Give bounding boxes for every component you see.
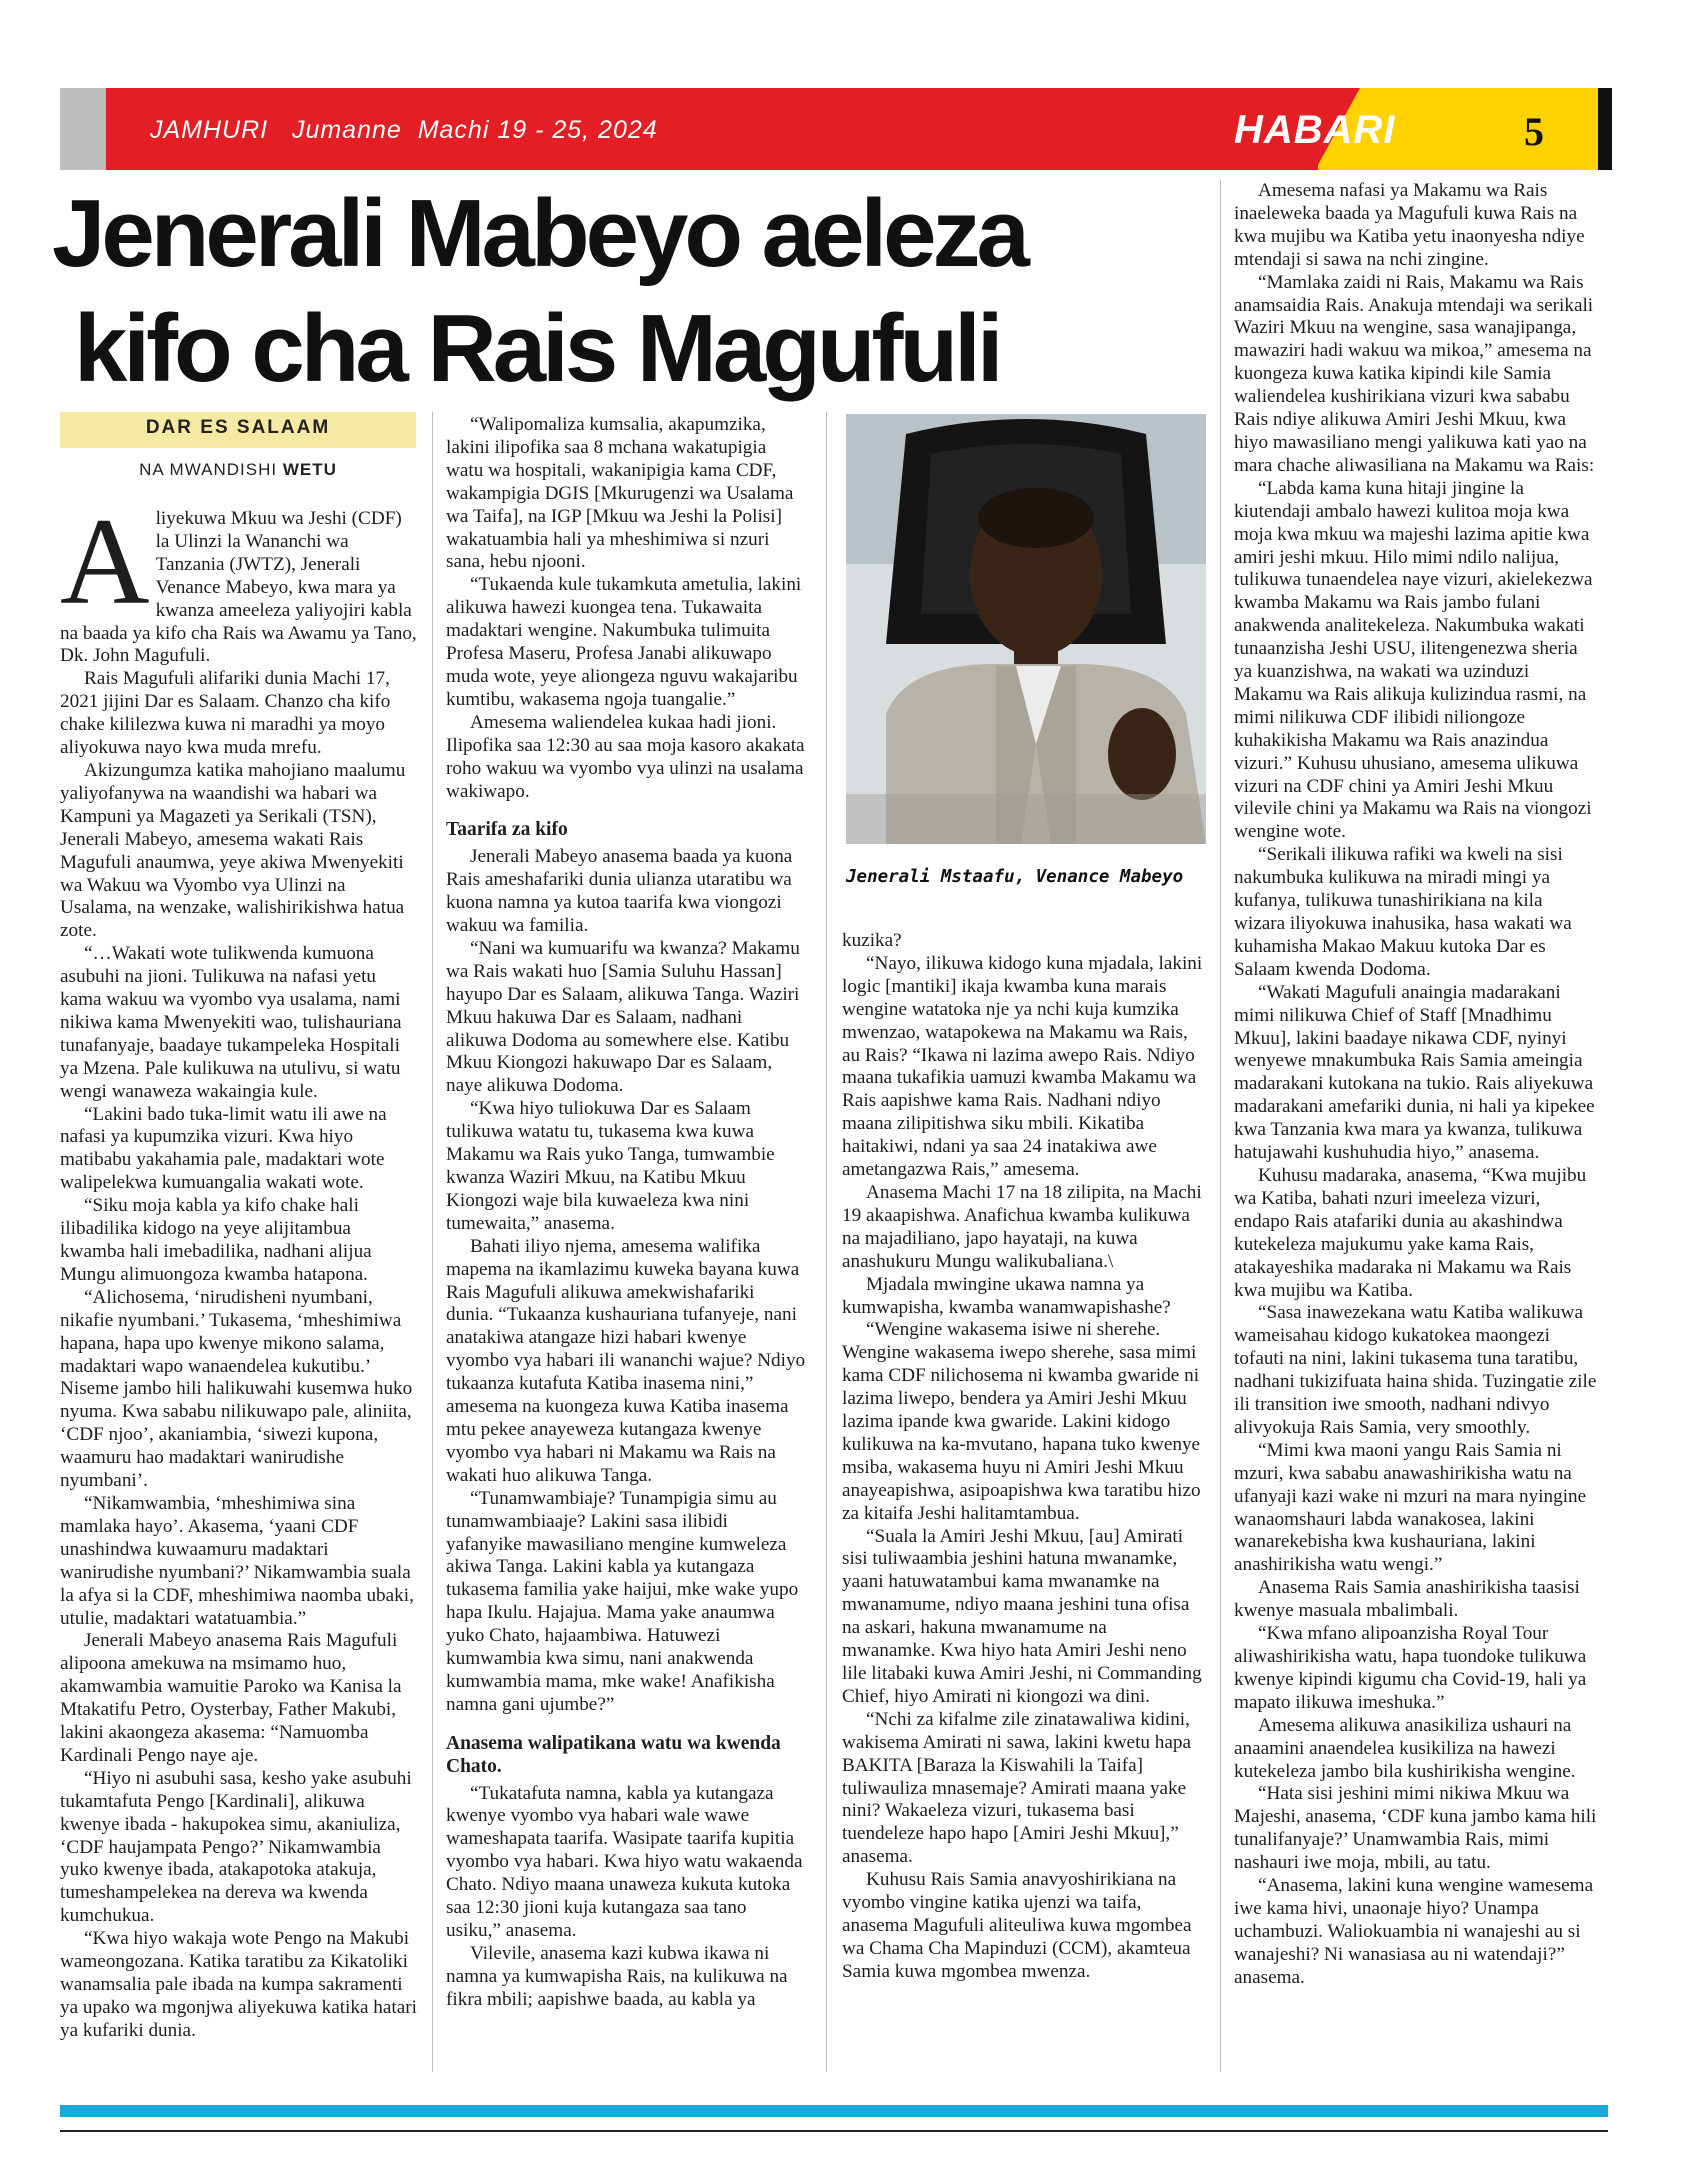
photo-caption: Jenerali Mstaafu, Venance Mabeyo bbox=[846, 867, 1184, 887]
paragraph: Anasema Machi 17 na 18 zilipita, na Machi 19 akaapishwa. Anafichua kwamba kulikuwa na majadiliano, japo hayataji, na kuwa anashukuru Mungu walikubaliana.\ bbox=[842, 1181, 1202, 1272]
paragraph: Amesema waliendelea kukaa hadi jioni. Ilipofika saa 12:30 au saa moja kasoro akakata roho wakuu wa vyombo vya ulinzi na usalama wakiwapo. bbox=[446, 711, 805, 802]
paragraph: Vilevile, anasema kazi kubwa ikawa ni namna ya kumwapisha Rais, na kulikuwa na fikra mbili; aapishwe baada, au kabla ya bbox=[446, 1942, 788, 2010]
paragraph: “Wengine wakasema isiwe ni sherehe. Wengine wakasema iwepo sherehe, sasa mimi kama CDF nilichosema ni kwamba gwaride ni lazima liwepo, bendera ya Amiri Jeshi Mkuu lazima ipande kwa gwaride. Lakini kidogo kulikuwa na ka-mvutano, hapana tuko kwenye msiba, wakasema huyu ni Amiri Jeshi Mkuu anayeapishwa, asipoapishwa kwa taratibu hizo za kitaifa Jeshi halitamtambua. bbox=[842, 1319, 1201, 1524]
portrait-illustration bbox=[846, 414, 1206, 844]
paragraph: “Hata sisi jeshini mimi nikiwa Mkuu wa Majeshi, anasema, ‘CDF kuna jambo kama hili tunalifanyaje?’ Unamwambia Rais, mimi nashauri iwe moja, mbili, au tatu. bbox=[1234, 1783, 1597, 1874]
paragraph: Akizungumza katika mahojiano maalumu yaliyofanywa na waandishi wa habari wa Kampuni ya Magazeti ya Serikali (TSN), Jenerali Mabeyo, amesema wakati Rais Magufuli anaumwa, yeye akiwa Mwenyekiti wa Wakuu wa Vyombo vya Ulinzi na Usalama, na wenzake, walishirikishwa hatua zote. bbox=[60, 759, 406, 942]
paragraph: “Suala la Amiri Jeshi Mkuu, [au] Amirati sisi tuliwaambia jeshini hatuna mwanamke, yaani hatuwatambui kama mwanamke na mwanamume, ndiyo maana jeshini tuna ofisa na askari, hakuna mwanamume na mwanamke. Kwa hiyo hata Amiri Jeshi neno lile litabaki kuwa Amiri Jeshi, ni Commanding Chief, hiyo Amirati ni kiongozi wa dini. bbox=[842, 1525, 1202, 1707]
subheading: Taarifa za kifo bbox=[446, 819, 568, 841]
paragraph: “Hiyo ni asubuhi sasa, kesho yake asubuhi tukamtafuta Pengo [Kardinali], alikuwa kwenye ibada - hakupokea simu, akaniuliza, ‘CDF haujampata Pengo?’ Nikamwambia yuko kwenye ibada, atakapotoka atakuja, tumeshampelekea na dereva wa kwenda kumchukua. bbox=[60, 1767, 412, 1927]
paragraph: “Nayo, ilikuwa kidogo kuna mjadala, lakini logic [mantiki] ikaja kwamba kuna marais wengine watatoka nje ya nchi kuja kumzika mwenzao, watapokewa na Makamu wa Rais, au Rais? “Ikawa ni lazima awepo Rais. Ndiyo maana tukafikia uamuzi kwamba Makamu wa Rais aapishwe kama Rais. Nadhani ndiyo maana zilipitishwa siku mbili. Kikatiba haitakiwi, ndani ya saa 24 inatakiwa awe ametangazwa Rais,” amesema. bbox=[842, 952, 1203, 1181]
article-column-2 bbox=[446, 414, 806, 2012]
paragraph: “Tunamwambiaje? Tunampigia simu au tunamwambiaaje? Lakini sasa ilibidi yafanyike mawasiliano mengine kumweleza akiwa Tanga. Lakini kabla ya kutangaza tukasema familia yake haijui, mke wake yupo hapa Ikulu. Hajajua. Mama yake anaumwa yuko Chato, hajaambiwa. Hatuwezi kumwambia kwa simu, nani anakwenda kumwambia mama, mke wake! Anafikisha namna gani ujumbe?” bbox=[446, 1487, 799, 1715]
paragraph: Kuhusu Rais Samia anavyoshirikiana na vyombo vingine katika ujenzi wa taifa, anasema Magufuli aliteuliwa kuwa mgombea wa Chama Cha Mapinduzi (CCM), akamteua Samia kuwa mgombea mwenza. bbox=[842, 1869, 1192, 1982]
issue-date: Jumanne Machi 19 - 25, 2024 bbox=[291, 116, 658, 144]
portrait-photo bbox=[846, 414, 1206, 844]
header-gray-block bbox=[60, 88, 106, 170]
paragraph: Rais Magufuli alifariki dunia Machi 17, 2021 jijini Dar es Salaam. Chanzo cha kifo chake kililezwa kuwa ni maradhi ya moyo aliyokuwa nayo kwa muda mrefu. bbox=[60, 668, 391, 759]
paragraph: Jenerali Mabeyo anasema baada ya kuona Rais ameshafariki dunia ulianza utaratibu wa kuona namna ya kutoa taarifa kwa viongozi wakuu wa familia. bbox=[446, 846, 793, 937]
subheading: Anasema walipatikana watu wa kwenda Chato. bbox=[446, 1732, 781, 1777]
paragraph: “Mamlaka zaidi ni Rais, Makamu wa Rais anamsaidia Rais. Anakuja mtendaji wa serikali Waziri Mkuu na wengine, sasa wanajipanga, mawaziri hadi wakuu wa mikoa,” amesema na kuongeza kuwa katika kipindi kile Samia waliendelea kushirikiana vizuri kwa sababu Rais ndiye alikuwa Amiri Jeshi Mkuu, kwa hiyo mawasiliano mengi yalikuwa kati yao na mara chache aliwasiliana na Makamu wa Rais: bbox=[1234, 271, 1595, 476]
paragraph: “Nikamwambia, ‘mheshimiwa sina mamlaka hayo’. Akasema, ‘yaani CDF unashindwa kuwaamuru madaktari wanirudishe nyumbani?’ Nikamwambia suala la afya si la CDF, mheshimiwa naomba ubaki, utulie, madaktari watatuambia.” bbox=[60, 1492, 414, 1629]
page-number: 5 bbox=[1524, 109, 1544, 154]
section-label: HABARI bbox=[1234, 108, 1396, 152]
paragraph: “Labda kama kuna hitaji jingine la kiutendaji ambalo hawezi kulitoa moja kwa moja kwa mkuu wa majeshi lazima apitie kwa amiri jeshi mkuu. Hilo mimi ndilo nalijua, tulikuwa tunaendelea naye vizuri, akielekezwa kwamba Makamu wa Rais jambo fulani anakwenda analitekeleza. Nakumbuka wakati tunaanzisha Jeshi USU, ilitengenezwa sheria ya kuanzishwa, na wakati wa uzinduzi Makamu wa Rais alikuja kulizindua rasmi, na mimi nilikuwa CDF ilibidi niliongoze kuhakikisha Makamu wa Rais anazindua vizuri.” Kuhusu uhusiano, amesema ulikuwa vizuri na CDF chini ya Amiri Jeshi Mkuu vilevile chini ya Makamu wa Rais na viongozi wengine wote. bbox=[1234, 477, 1593, 843]
paragraph: kuzika? bbox=[842, 930, 902, 951]
headline-line-1: Jenerali Mabeyo aeleza bbox=[52, 180, 1026, 287]
paragraph: Jenerali Mabeyo anasema Rais Magufuli alipoona amekuwa na msimamo huo, akamwambia wamuitie Paroko wa Kanisa la Mtakatifu Petro, Oysterbay, Father Makubi, lakini akaongeza akasema: “Namuomba Kardinali Pengo naye aje. bbox=[60, 1630, 402, 1766]
paragraph: “Siku moja kabla ya kifo chake hali ilibadilika kidogo na yeye alijitambua kwamba hali imebadilika, nadhani alijua Mungu alimuongoza kwamba hatapona. bbox=[60, 1195, 372, 1285]
footer-rule bbox=[60, 2130, 1608, 2132]
paragraph: “Lakini bado tuka-limit watu ili awe na nafasi ya kupumzika vizuri. Kwa hiyo matibabu yakahamia pale, madaktari wote walipelekwa kumuangalia wakati wote. bbox=[60, 1103, 387, 1194]
article-column-4 bbox=[1234, 180, 1598, 1990]
paragraph: “Tukaenda kule tukamkuta ametulia, lakini alikuwa hawezi kuongea tena. Tukawaita madaktari wengine. Nakumbuka tulimuita Profesa Maseru, Profesa Janabi alikuwapo muda wote, yeye aliongeza nguvu wakajaribu kumtibu, wakasema ngoja tuangalie.” bbox=[446, 574, 802, 710]
paragraph: “Wakati Magufuli anaingia madarakani mimi nilikuwa Chief of Staff [Mnadhimu Mkuu], lakini baadaye nikawa CDF, nyinyi wenyewe mnakumbuka Rais Samia ameingia madarakani kutokana na tukio. Rais aliyekuwa madarakani amefariki dunia, ni hali ya kipekee kwa Tanzania kwa mara ya kwanza, tulikuwa hatujawahi kushuhudia hiyo,” anasema. bbox=[1234, 981, 1595, 1164]
footer-blue-bar bbox=[60, 2105, 1608, 2117]
paragraph: “…Wakati wote tulikwenda kumuona asubuhi na jioni. Tulikuwa na nafasi yetu kama wakuu wa vyombo vya usalama, nami nikiwa kama Mwenyekiti wao, tulishauriana tunafanyaje, baadaye tukampeleka Hospitali ya Mzena. Pale kulikuwa na utulivu, si watu wengi wanaweza wakaingia kule. bbox=[60, 943, 402, 1102]
publication-info bbox=[150, 116, 658, 145]
header-black-edge bbox=[1598, 88, 1612, 170]
article-column-1 bbox=[60, 493, 420, 2043]
paragraph: “Serikali ilikuwa rafiki wa kweli na sisi nakumbuka kulikuwa na miradi mingi ya kufanya, tulikuwa tunashirikiana na kila wizara iliyokuwa inahusika, hasa wakati wa kuhamisha Makao Makuu kutoka Dar es Salaam kwenda Dodoma. bbox=[1234, 844, 1572, 980]
paragraph: Amesema alikuwa anasikiliza ushauri na anaamini anaendelea kusikiliza na hawezi kutekeleza jambo bila kushirikisha wengine. bbox=[1234, 1714, 1576, 1782]
dateline: DAR ES SALAAM bbox=[145, 417, 331, 438]
byline-prefix: NA MWANDISHI bbox=[139, 460, 278, 479]
headline bbox=[52, 176, 1242, 406]
paragraph: “Sasa inawezekana watu Katiba walikuwa wameisahau kidogo kukatokea maongezi tofauti na nini, lakini tukasema tuna taratibu, nadhani tukizifuata haina shida. Tuzingatie zile ili transition iwe smooth, nadhani ndivyo alivyokuja Rais Samia, very smoothly. bbox=[1234, 1302, 1597, 1438]
column-rule bbox=[1220, 180, 1221, 2072]
paragraph: Bahati iliyo njema, amesema walifika mapema na ikamlazimu kuweka bayana kuwa Rais Magufuli alikuwa amekwishafariki dunia. “Tukaanza kushauriana tufanyeje, nani anatakiwa atangaze hizi habari kwenye vyombo vya habari ili wananchi wajue? Ndiyo tukaanza kutafuta Katiba inasema nini,” amesema na kuongeza kuwa Katiba inasema mtu pekee anayeweza kutangaza kwenye vyombo vya habari ni Makamu wa Rais na wakati huo alikuwa Tanga. bbox=[446, 1235, 806, 1486]
headline-line-2: kifo cha Rais Magufuli bbox=[74, 295, 1000, 402]
paragraph: “Anasema, lakini kuna wengine wamesema iwe kama hivi, unaonaje hiyo? Unampa uchambuzi. Waliokuambia ni wanajeshi au si wanajeshi? Ni wanasiasa au ni watendaji?” anasema. bbox=[1234, 1875, 1594, 1988]
column-rule bbox=[432, 412, 433, 2072]
paragraph: liyekuwa Mkuu wa Jeshi (CDF) la Ulinzi la Wananchi wa Tanzania (JWTZ), Jenerali Venance Mabeyo, kwa mara ya kwanza ameeleza yaliyojiri kabla na baada ya kifo cha Rais wa Awamu ya Tano, Dk. John Magufuli. bbox=[60, 508, 417, 667]
paragraph: Amesema nafasi ya Makamu wa Rais inaeleweka baada ya Magufuli kuwa Rais na kwa mujibu wa Katiba yetu inaonyesha ndiye mtendaji si sawa na nchi zingine. bbox=[1234, 180, 1585, 270]
paragraph: Anasema Rais Samia anashirikisha taasisi kwenye masuala mbalimbali. bbox=[1234, 1577, 1580, 1622]
column-rule bbox=[826, 412, 827, 2072]
article-column-3 bbox=[842, 930, 1204, 1984]
paragraph: “Mimi kwa maoni yangu Rais Samia ni mzuri, kwa sababu anawashirikisha watu na ufanyaji kazi wake ni mzuri na mara nyingine wanaomshauri labda wanakosea, lakini wanarekebisha kwa kushauriana, lakini anashirikisha watu wengi.” bbox=[1234, 1439, 1587, 1576]
drop-cap: A bbox=[60, 493, 150, 630]
publication-name: JAMHURI bbox=[150, 116, 269, 144]
paragraph: Mjadala mwingine ukawa namna ya kumwapisha, kwamba wanamwapishashe? bbox=[842, 1273, 1171, 1318]
paragraph: “Kwa mfano alipoanzisha Royal Tour aliwashirikisha watu, hapa tuondoke tulikuwa kwenye kipindi kigumu cha Covid-19, hali ya mapato ilikuwa imeshuka.” bbox=[1234, 1623, 1587, 1713]
paragraph: “Walipomaliza kumsalia, akapumzika, lakini ilipofika saa 8 mchana wakatupigia watu wa hospitali, wakanipigia kama CDF, wakampigia DGIS [Mkurugenzi wa Usalama wa Taifa], na IGP [Mkuu wa Jeshi la Polisi] wakatuambia hali ya mheshimiwa si nzuri sana, hebu njooni. bbox=[446, 414, 794, 573]
paragraph: “Alichosema, ‘nirudisheni nyumbani, nikafie nyumbani.’ Tukasema, ‘mheshimiwa hapana, hapa upo kwenye mikono salama, madaktari wapo wanaendelea kukutibu.’ Niseme jambo hili halikuwahi kusemwa huko nyuma. Kwa sababu nilikuwapo pale, aliniita, ‘CDF njoo’, akaniambia, ‘siwezi kupona, waamuru hao madaktari wanirudishe nyumbani’. bbox=[60, 1286, 413, 1492]
paragraph: “Kwa hiyo tuliokuwa Dar es Salaam tulikuwa watatu tu, tukasema kwa kuwa Makamu wa Rais yuko Tanga, tumwambie kwanza Waziri Mkuu, na Katibu Mkuu Kiongozi waje bila kuwaeleza kwa nini tumewaita,” anasema. bbox=[446, 1098, 775, 1234]
byline bbox=[60, 460, 416, 480]
byline-name: WETU bbox=[282, 460, 337, 479]
paragraph: “Tukatafuta namna, kabla ya kutangaza kwenye vyombo vya habari wale wawe wameshapata taarifa. Wasipate taarifa kupitia vyombo vya habari. Kwa hiyo watu wakaenda Chato. Ndiyo maana unaweza kukuta kutoka saa 12:30 jioni kuja kutangaza saa tano usiku,” anasema. bbox=[446, 1782, 803, 1941]
paragraph: “Kwa hiyo wakaja wote Pengo na Makubi wameongozana. Katika taratibu za Kikatoliki wanamsalia pale ibada na kumpa sakramenti ya upako wa mgonjwa aliyekuwa katika hatari ya kufariki dunia. bbox=[60, 1928, 417, 2041]
paragraph: “Nchi za kifalme zile zinatawaliwa kidini, wakisema Amirati ni sawa, lakini kwetu hapa BAKITA [Baraza la Kiswahili la Taifa] tuliwauliza mnasemaje? Amirati maana yake nini? Wakaeleza vizuri, tukasema basi tuendeleze hapo hapo [Amiri Jeshi Mkuu],” anasema. bbox=[842, 1708, 1192, 1868]
paragraph: “Nani wa kumuarifu wa kwanza? Makamu wa Rais wakati huo [Samia Suluhu Hassan] hayupo Dar es Salaam, alikuwa Tanga. Waziri Mkuu hakuwa Dar es Salaam, nadhani alikuwa Dodoma au somewhere else. Katibu Mkuu Kiongozi hakuwapo Dar es Salaam, naye alikuwa Dodoma. bbox=[446, 937, 800, 1097]
paragraph: Kuhusu madaraka, anasema, “Kwa mujibu wa Katiba, bahati nzuri imeeleza vizuri, endapo Rais atafariki dunia au akashindwa kutekeleza majukumu yake kama Rais, atakayeshika madaraka ni Makamu wa Rais kwa mujibu wa Katiba. bbox=[1234, 1164, 1587, 1301]
